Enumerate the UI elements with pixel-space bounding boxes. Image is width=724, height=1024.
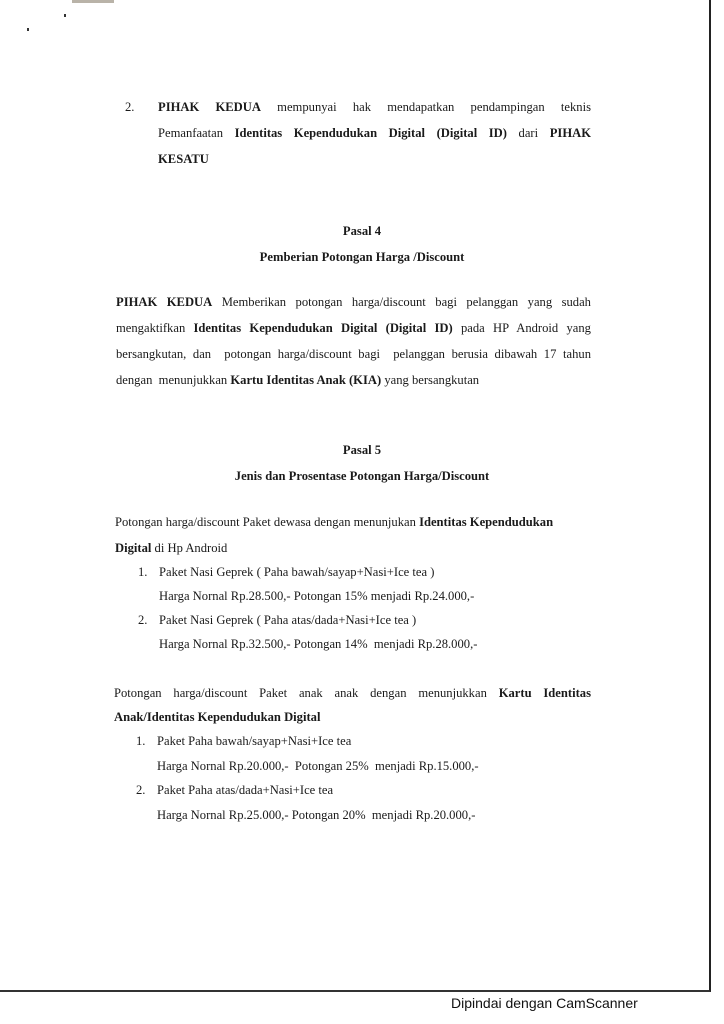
text: mengaktifkan <box>116 321 186 335</box>
package-name: Paket Nasi Geprek ( Paha atas/dada+Nasi+Ice tea ) <box>159 613 417 627</box>
party-name: PIHAK KEDUA <box>116 295 213 309</box>
bold-term: Identitas Kependudukan Digital (Digital ID) <box>234 126 507 140</box>
child-intro-line1 <box>114 680 591 706</box>
bold-term: Kartu Identitas Anak (KIA) <box>230 373 382 387</box>
list-number: 1. <box>136 734 146 748</box>
adult-intro-line2 <box>115 535 227 561</box>
package-price: Harga Nornal Rp.28.500,- Potongan 15% menjadi Rp.24.000,- <box>159 589 475 603</box>
item2-number: 2. <box>125 100 135 114</box>
party-name: PIHAK KEDUA <box>158 100 261 114</box>
text: dengan menunjukkan <box>116 373 228 387</box>
package-name: Paket Paha atas/dada+Nasi+Ice tea <box>157 783 334 797</box>
text: Memberikan potongan harga/discount bagi pelanggan yang sudah <box>221 295 591 309</box>
bold-term: Digital <box>115 541 152 555</box>
scan-speck <box>64 14 66 17</box>
pasal5-title: Jenis dan Prosentase Potongan Harga/Discount <box>234 469 490 483</box>
text: di Hp Android <box>154 541 228 555</box>
package-name: Paket Nasi Geprek ( Paha bawah/sayap+Nasi+Ice tea ) <box>159 565 435 579</box>
pasal4-line4 <box>116 367 479 393</box>
list-number: 1. <box>138 565 148 579</box>
list-number: 2. <box>138 613 148 627</box>
pasal4-line3: bersangkutan, dan potongan harga/discount bagi pelanggan berusia dibawah 17 tahun <box>116 347 591 361</box>
text: dari <box>518 126 539 140</box>
package-price: Harga Nornal Rp.25.000,- Potongan 20% menjadi Rp.20.000,- <box>157 808 476 822</box>
text: mempunyai hak mendapatkan pendampingan teknis <box>277 100 591 114</box>
pasal4-line2 <box>116 315 591 341</box>
bold-term: Identitas Kependudukan Digital (Digital ID) <box>193 321 453 335</box>
text: yang bersangkutan <box>384 373 480 387</box>
child-intro-line2 <box>114 704 320 730</box>
package-name: Paket Paha bawah/sayap+Nasi+Ice tea <box>157 734 352 748</box>
adult-intro-line1 <box>115 509 553 535</box>
bold-term: Kartu Identitas <box>498 686 591 700</box>
bold-term: PIHAK <box>549 126 591 140</box>
camscanner-watermark: Dipindai dengan CamScanner <box>451 995 638 1011</box>
bold-term: KESATU <box>158 152 209 166</box>
item2-line2 <box>158 120 591 146</box>
item2-line1 <box>158 94 591 120</box>
bold-term: Identitas Kependudukan <box>419 515 554 529</box>
text: Potongan harga/discount Paket anak anak dengan menunjukkan <box>114 686 487 700</box>
text: pada HP Android yang <box>460 321 591 335</box>
pasal4-line1 <box>116 289 591 315</box>
pasal4-title: Pemberian Potongan Harga /Discount <box>259 250 465 264</box>
pasal4-heading: Pasal 4 <box>342 224 382 238</box>
package-price: Harga Nornal Rp.32.500,- Potongan 14% menjadi Rp.28.000,- <box>159 637 478 651</box>
pasal5-heading: Pasal 5 <box>342 443 382 457</box>
item2-line3 <box>158 146 209 172</box>
scan-artifact <box>72 0 114 3</box>
package-price: Harga Nornal Rp.20.000,- Potongan 25% menjadi Rp.15.000,- <box>157 759 479 773</box>
text: Pemanfaatan <box>158 126 224 140</box>
scan-speck <box>27 28 29 31</box>
list-number: 2. <box>136 783 146 797</box>
bold-term: Anak/Identitas Kependudukan Digital <box>114 710 321 724</box>
text: Potongan harga/discount Paket dewasa dengan menunjukan <box>115 515 416 529</box>
